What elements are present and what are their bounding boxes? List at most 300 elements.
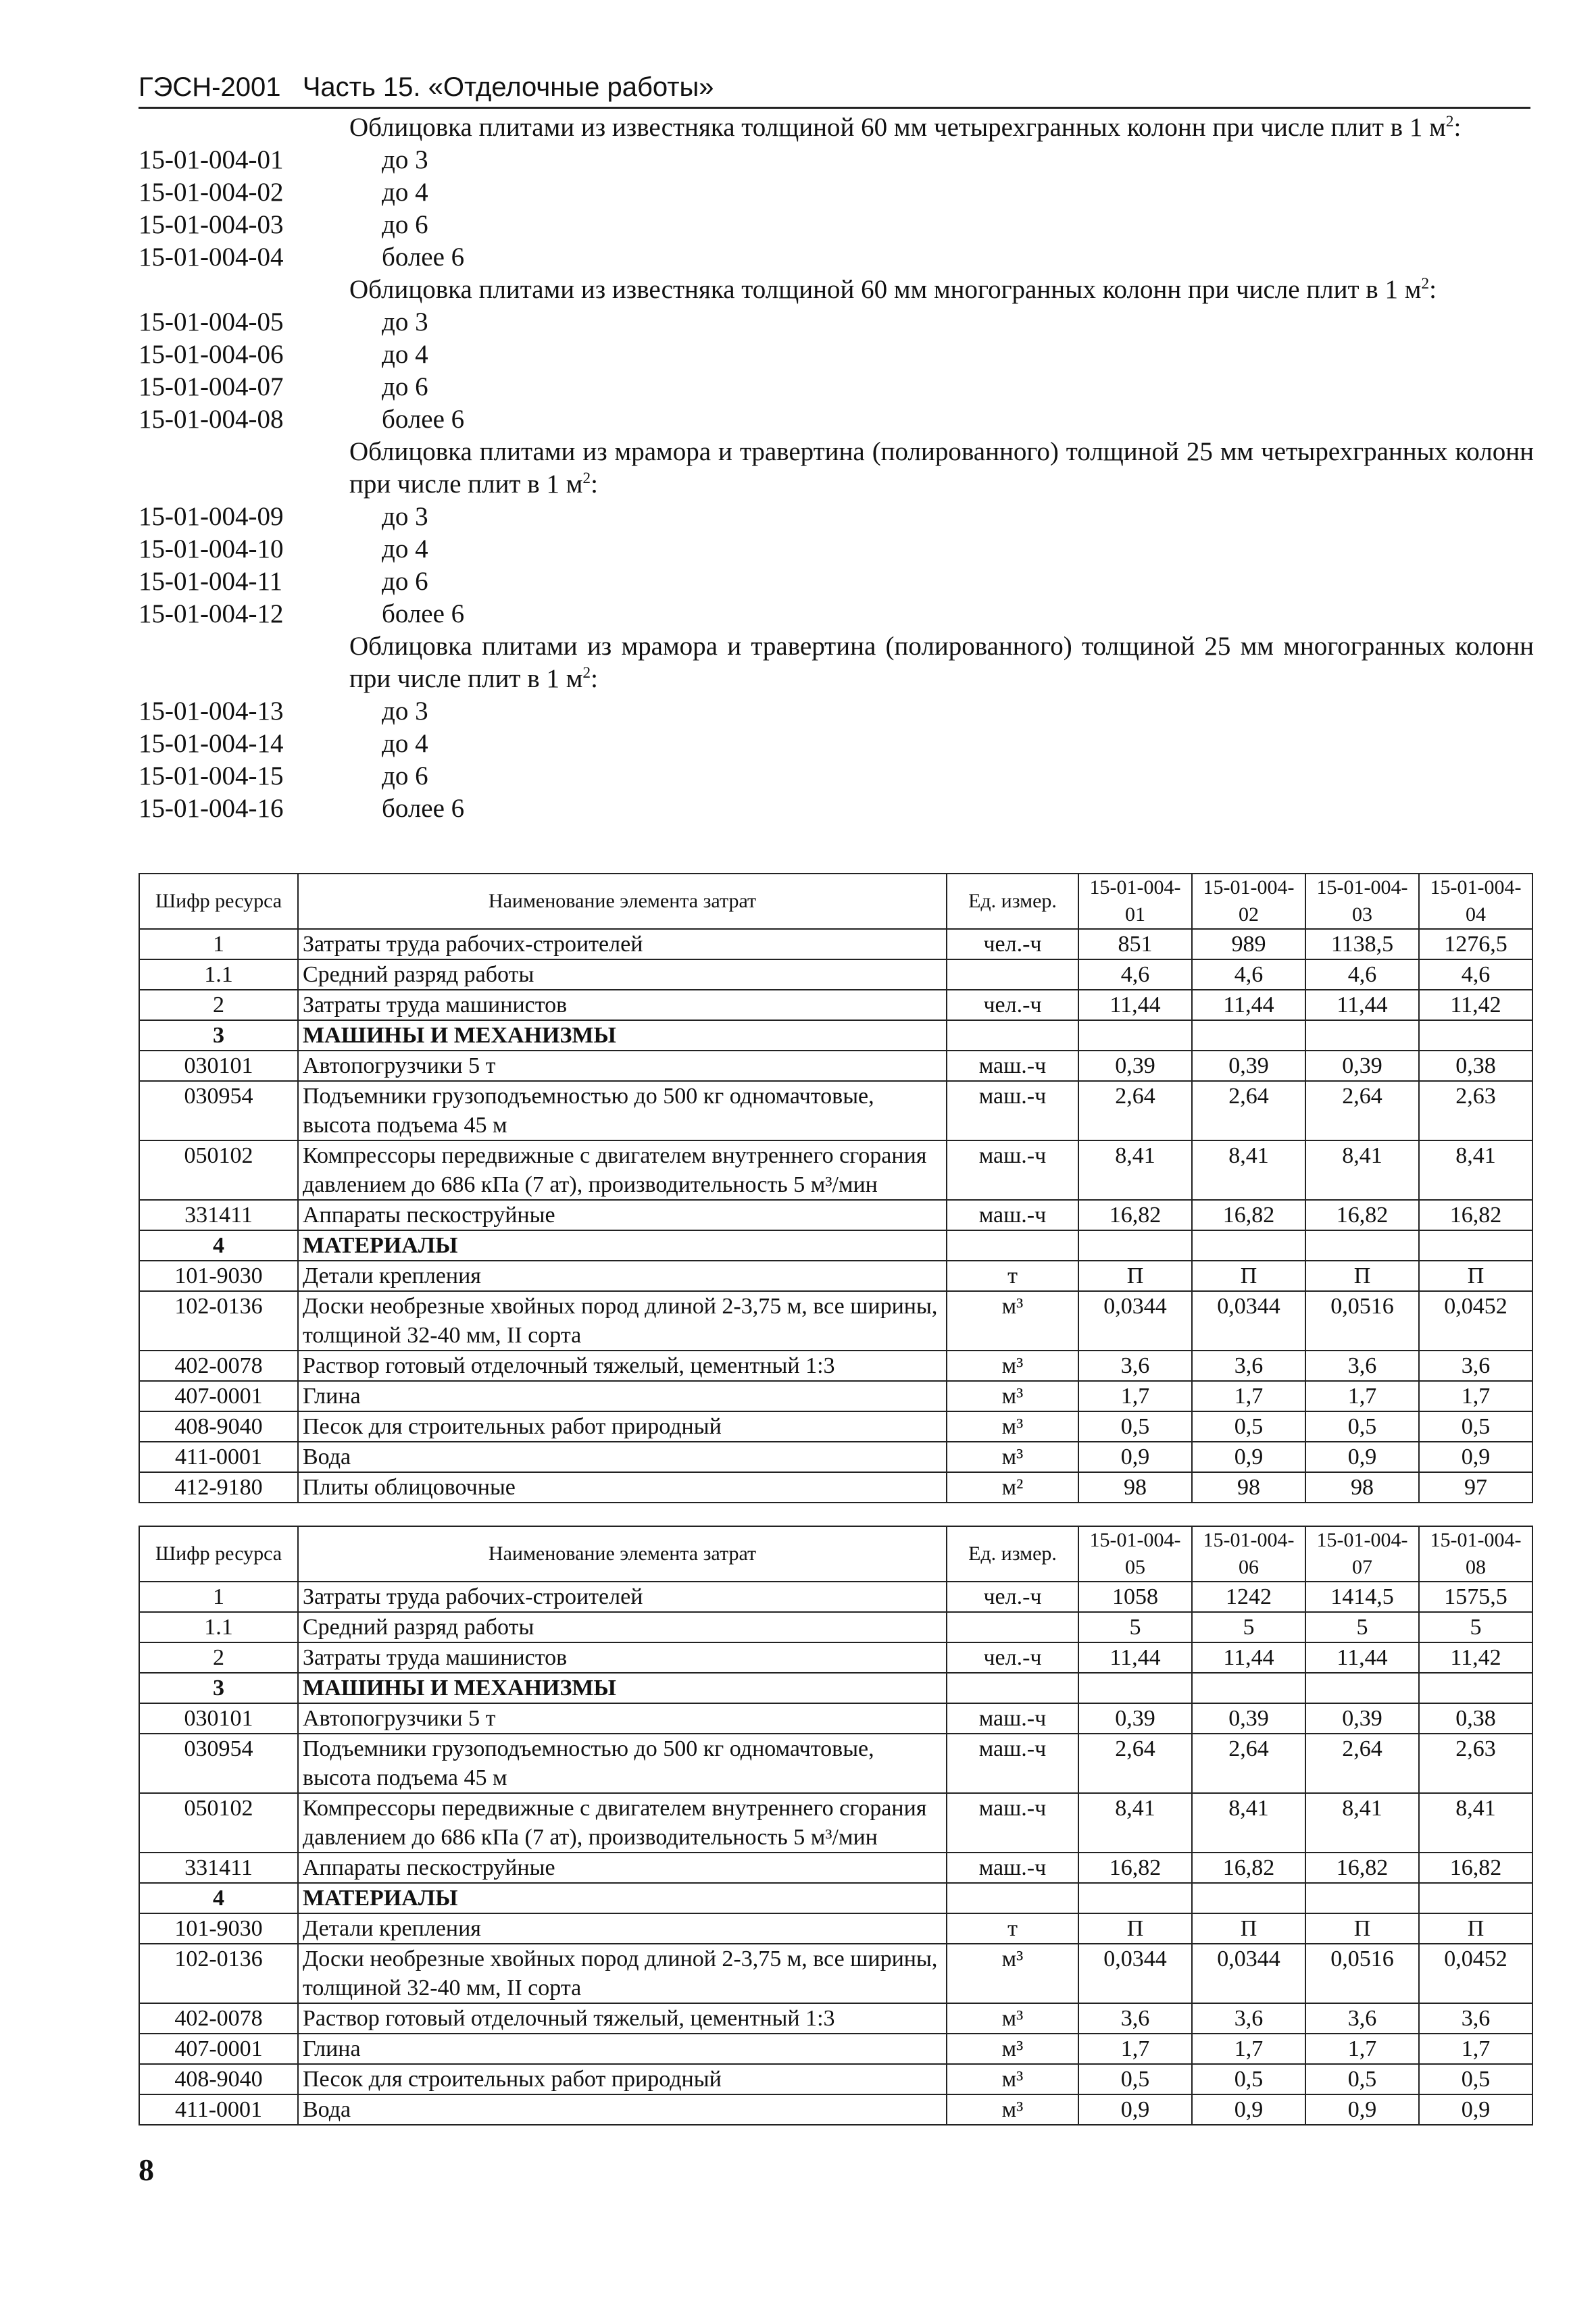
cell-norm-value: 1,7 — [1078, 2034, 1192, 2064]
cell-resource-code: 101-9030 — [139, 1913, 298, 1944]
cell-norm-value: 16,82 — [1419, 1853, 1532, 1883]
cell-norm-value: 1575,5 — [1419, 1582, 1532, 1612]
cell-resource-code: 3 — [139, 1020, 298, 1051]
norm-item — [139, 598, 1534, 630]
resources-table-2 — [139, 1526, 1533, 2126]
cell-unit — [947, 1020, 1078, 1051]
col-header-norm: 15-01-004-01 — [1078, 874, 1192, 929]
cell-norm-value: 0,5 — [1419, 2064, 1532, 2094]
col-header-norm: 15-01-004-02 — [1192, 874, 1305, 929]
cell-unit: т — [947, 1261, 1078, 1291]
col-header-name: Наименование элемента затрат — [298, 1526, 947, 1582]
table-row — [139, 1612, 1532, 1642]
table-row — [139, 1734, 1532, 1793]
norm-item — [139, 241, 1534, 274]
cell-norm-value: 8,41 — [1419, 1140, 1532, 1200]
table-row — [139, 1261, 1532, 1291]
norm-item — [139, 728, 1534, 760]
col-header-norm: 15-01-004-05 — [1078, 1526, 1192, 1582]
table-header-row — [139, 874, 1532, 929]
cell-resource-code: 2 — [139, 990, 298, 1020]
cell-resource-code: 402-0078 — [139, 2003, 298, 2034]
norm-value: более 6 — [382, 599, 465, 628]
col-header-code: Шифр ресурса — [139, 874, 298, 929]
norm-item — [139, 176, 1534, 209]
cell-norm-value: 2,63 — [1419, 1734, 1532, 1793]
cell-norm-value: 97 — [1419, 1472, 1532, 1503]
cell-norm-value — [1305, 1673, 1419, 1703]
cell-norm-value: 0,9 — [1192, 2094, 1305, 2125]
cell-norm-value: 2,64 — [1305, 1734, 1419, 1793]
cell-resource-code: 1.1 — [139, 959, 298, 990]
cell-norm-value: 1,7 — [1305, 2034, 1419, 2064]
table-section-row — [139, 1883, 1532, 1913]
cell-cost-element-name: Автопогрузчики 5 т — [298, 1703, 947, 1734]
cell-norm-value: 4,6 — [1305, 959, 1419, 990]
norm-code: 15-01-004-13 — [139, 697, 284, 726]
norm-code: 15-01-004-12 — [139, 599, 284, 628]
cell-cost-element-name: Вода — [298, 2094, 947, 2125]
cell-cost-element-name: Автопогрузчики 5 т — [298, 1051, 947, 1081]
table-row — [139, 1913, 1532, 1944]
col-header-unit: Ед. измер. — [947, 1526, 1078, 1582]
cell-unit — [947, 1673, 1078, 1703]
cell-cost-element-name: Глина — [298, 1381, 947, 1411]
cell-resource-code: 411-0001 — [139, 2094, 298, 2125]
table-row — [139, 929, 1532, 959]
cell-norm-value: 2,63 — [1419, 1081, 1532, 1140]
cell-norm-value: 11,44 — [1078, 1642, 1192, 1673]
cell-norm-value: 0,0452 — [1419, 1944, 1532, 2003]
norm-group-title-text: Облицовка плитами из мрамора и травертина (полированного) толщиной 25 мм четырехгранных колонн при числе плит в 1 м — [349, 437, 1534, 499]
norm-value: до 4 — [382, 534, 428, 563]
cell-cost-element-name: Подъемники грузоподъемностью до 500 кг одномачтовые, высота подъема 45 м — [298, 1081, 947, 1140]
cell-norm-value: 16,82 — [1305, 1853, 1419, 1883]
norm-item — [139, 306, 1534, 338]
cell-norm-value — [1305, 1883, 1419, 1913]
cell-cost-element-name: Вода — [298, 1442, 947, 1472]
cell-resource-code: 3 — [139, 1673, 298, 1703]
cell-cost-element-name: Плиты облицовочные — [298, 1472, 947, 1503]
page-number: 8 — [139, 2153, 154, 2187]
table-row — [139, 1472, 1532, 1503]
cell-unit: м³ — [947, 1381, 1078, 1411]
norm-code: 15-01-004-08 — [139, 405, 284, 434]
norm-value: до 4 — [382, 729, 428, 758]
norm-group-title-suffix: : — [1453, 113, 1462, 142]
cell-norm-value: 0,9 — [1192, 1442, 1305, 1472]
norm-group-title-suffix: : — [591, 664, 598, 693]
cell-norm-value: 11,44 — [1305, 1642, 1419, 1673]
cell-norm-value: 0,9 — [1305, 2094, 1419, 2125]
cell-norm-value — [1419, 1020, 1532, 1051]
cell-resource-code: 412-9180 — [139, 1472, 298, 1503]
cell-norm-value: 0,5 — [1078, 1411, 1192, 1442]
cell-norm-value: 5 — [1305, 1612, 1419, 1642]
cell-norm-value: П — [1078, 1261, 1192, 1291]
norm-value: более 6 — [382, 405, 465, 434]
cell-norm-value: 16,82 — [1078, 1200, 1192, 1230]
norm-code: 15-01-004-15 — [139, 761, 284, 790]
cell-unit: чел.-ч — [947, 990, 1078, 1020]
cell-norm-value: 1414,5 — [1305, 1582, 1419, 1612]
cell-unit: маш.-ч — [947, 1793, 1078, 1853]
cell-cost-element-name: Средний разряд работы — [298, 1612, 947, 1642]
cell-cost-element-name: Детали крепления — [298, 1261, 947, 1291]
table-row — [139, 2034, 1532, 2064]
cell-unit: чел.-ч — [947, 1642, 1078, 1673]
norm-item — [139, 793, 1534, 825]
norm-code: 15-01-004-07 — [139, 372, 284, 401]
norm-value: до 6 — [382, 761, 428, 790]
norm-value: до 3 — [382, 697, 428, 726]
cell-norm-value: 0,5 — [1419, 1411, 1532, 1442]
cell-norm-value: 8,41 — [1305, 1140, 1419, 1200]
cell-norm-value: 0,0344 — [1078, 1291, 1192, 1351]
cell-norm-value — [1078, 1673, 1192, 1703]
norm-value: до 4 — [382, 340, 428, 369]
table-row — [139, 1442, 1532, 1472]
cell-norm-value: 0,39 — [1305, 1703, 1419, 1734]
cell-resource-code: 050102 — [139, 1140, 298, 1200]
cell-norm-value: 1,7 — [1192, 2034, 1305, 2064]
cell-norm-value: 2,64 — [1305, 1081, 1419, 1140]
norm-code: 15-01-004-04 — [139, 243, 284, 272]
table-row — [139, 1381, 1532, 1411]
cell-norm-value: П — [1419, 1913, 1532, 1944]
cell-unit: м³ — [947, 1411, 1078, 1442]
cell-unit: маш.-ч — [947, 1200, 1078, 1230]
cell-unit: маш.-ч — [947, 1081, 1078, 1140]
table-row — [139, 1081, 1532, 1140]
cell-norm-value — [1192, 1673, 1305, 1703]
cell-norm-value — [1305, 1020, 1419, 1051]
cell-resource-code: 101-9030 — [139, 1261, 298, 1291]
cell-norm-value: 1,7 — [1078, 1381, 1192, 1411]
cell-cost-element-name: Детали крепления — [298, 1913, 947, 1944]
cell-unit: м² — [947, 1472, 1078, 1503]
cell-norm-value: 1138,5 — [1305, 929, 1419, 959]
norm-value: до 4 — [382, 178, 428, 207]
cell-norm-value: 4,6 — [1078, 959, 1192, 990]
norm-item — [139, 565, 1534, 598]
cell-unit — [947, 1230, 1078, 1261]
cell-norm-value: П — [1419, 1261, 1532, 1291]
cell-norm-value: 8,41 — [1192, 1793, 1305, 1853]
cell-norm-value: 2,64 — [1078, 1734, 1192, 1793]
cell-norm-value: 0,9 — [1078, 1442, 1192, 1472]
cell-norm-value — [1078, 1230, 1192, 1261]
cell-unit: чел.-ч — [947, 1582, 1078, 1612]
cell-norm-value: 3,6 — [1419, 2003, 1532, 2034]
norm-code: 15-01-004-14 — [139, 729, 284, 758]
col-header-name: Наименование элемента затрат — [298, 874, 947, 929]
cell-norm-value: 851 — [1078, 929, 1192, 959]
cell-norm-value: 0,0516 — [1305, 1291, 1419, 1351]
table-row — [139, 959, 1532, 990]
cell-norm-value — [1305, 1230, 1419, 1261]
cell-resource-code: 4 — [139, 1230, 298, 1261]
table-row — [139, 1051, 1532, 1081]
norm-code: 15-01-004-09 — [139, 502, 284, 531]
cell-norm-value: 1,7 — [1419, 1381, 1532, 1411]
cell-norm-value: 5 — [1078, 1612, 1192, 1642]
cell-unit — [947, 1612, 1078, 1642]
cell-unit: м³ — [947, 2094, 1078, 2125]
table-row — [139, 1140, 1532, 1200]
cell-norm-value: 8,41 — [1078, 1793, 1192, 1853]
cell-cost-element-name: Раствор готовый отделочный тяжелый, цементный 1:3 — [298, 1351, 947, 1381]
cell-norm-value: 0,0344 — [1078, 1944, 1192, 2003]
cell-norm-value: 1,7 — [1192, 1381, 1305, 1411]
cell-norm-value: 5 — [1419, 1612, 1532, 1642]
cell-norm-value: 0,0452 — [1419, 1291, 1532, 1351]
cell-resource-code: 1.1 — [139, 1612, 298, 1642]
norm-code: 15-01-004-11 — [139, 567, 283, 596]
cell-norm-value: 0,39 — [1078, 1703, 1192, 1734]
superscript-2: 2 — [582, 470, 591, 487]
norm-group-title-text: Облицовка плитами из известняка толщиной 60 мм многогранных колонн при числе плит в 1 м — [349, 275, 1422, 304]
norm-value: более 6 — [382, 243, 465, 272]
superscript-2: 2 — [1421, 275, 1430, 293]
norm-value: до 6 — [382, 372, 428, 401]
cell-norm-value: 3,6 — [1305, 1351, 1419, 1381]
cell-norm-value: 0,39 — [1192, 1051, 1305, 1081]
cell-norm-value: 0,9 — [1078, 2094, 1192, 2125]
cell-norm-value: 989 — [1192, 929, 1305, 959]
cell-norm-value: 0,38 — [1419, 1051, 1532, 1081]
cell-resource-code: 407-0001 — [139, 1381, 298, 1411]
cell-unit: м³ — [947, 1442, 1078, 1472]
cell-norm-value: 0,5 — [1192, 2064, 1305, 2094]
table-row — [139, 1291, 1532, 1351]
norm-group-title — [139, 111, 1534, 144]
cell-norm-value: 2,64 — [1192, 1081, 1305, 1140]
cell-cost-element-name: Затраты труда машинистов — [298, 1642, 947, 1673]
norm-value: более 6 — [382, 794, 465, 823]
norm-item — [139, 533, 1534, 565]
cell-unit: маш.-ч — [947, 1703, 1078, 1734]
cell-cost-element-name: Доски необрезные хвойных пород длиной 2-3,75 м, все ширины, толщиной 32-40 мм, II сорта — [298, 1291, 947, 1351]
cell-cost-element-name: Аппараты пескоструйные — [298, 1853, 947, 1883]
norm-group-title-text: Облицовка плитами из мрамора и травертина (полированного) толщиной 25 мм многогранных колонн при числе плит в 1 м — [349, 632, 1534, 693]
col-header-norm: 15-01-004-07 — [1305, 1526, 1419, 1582]
cell-cost-element-name: Средний разряд работы — [298, 959, 947, 990]
table-row — [139, 1351, 1532, 1381]
cell-norm-value: 11,42 — [1419, 1642, 1532, 1673]
table-row — [139, 2094, 1532, 2125]
cell-unit: т — [947, 1913, 1078, 1944]
running-header — [139, 68, 1530, 109]
cell-norm-value: 0,5 — [1078, 2064, 1192, 2094]
table-row — [139, 2064, 1532, 2094]
norm-item — [139, 371, 1534, 403]
cell-unit: маш.-ч — [947, 1051, 1078, 1081]
cell-cost-element-name: Затраты труда рабочих-строителей — [298, 929, 947, 959]
cell-norm-value: 0,9 — [1419, 1442, 1532, 1472]
norm-group-title — [139, 436, 1534, 501]
table-row — [139, 1853, 1532, 1883]
cell-cost-element-name: Глина — [298, 2034, 947, 2064]
norm-group-title — [139, 274, 1534, 306]
norm-code: 15-01-004-10 — [139, 534, 284, 563]
cell-norm-value: 11,44 — [1192, 1642, 1305, 1673]
norm-value: до 6 — [382, 567, 428, 596]
cell-cost-element-name: МАТЕРИАЛЫ — [298, 1883, 947, 1913]
cell-norm-value: 0,5 — [1192, 1411, 1305, 1442]
cell-norm-value: 11,42 — [1419, 990, 1532, 1020]
cell-cost-element-name: Подъемники грузоподъемностью до 500 кг одномачтовые, высота подъема 45 м — [298, 1734, 947, 1793]
norm-code: 15-01-004-16 — [139, 794, 284, 823]
cell-norm-value: 0,0516 — [1305, 1944, 1419, 2003]
norm-item — [139, 501, 1534, 533]
cell-cost-element-name: Компрессоры передвижные с двигателем внутреннего сгорания давлением до 686 кПа (7 ат), производительность 5 м³/мин — [298, 1793, 947, 1853]
col-header-norm: 15-01-004-04 — [1419, 874, 1532, 929]
norm-value: до 6 — [382, 210, 428, 239]
cell-norm-value: 11,44 — [1078, 990, 1192, 1020]
cell-resource-code: 408-9040 — [139, 2064, 298, 2094]
cell-norm-value: 0,39 — [1192, 1703, 1305, 1734]
cell-norm-value: 16,82 — [1078, 1853, 1192, 1883]
cell-norm-value: 0,0344 — [1192, 1291, 1305, 1351]
cell-norm-value: 1276,5 — [1419, 929, 1532, 959]
table-row — [139, 1944, 1532, 2003]
cell-norm-value: 1,7 — [1305, 1381, 1419, 1411]
cell-unit: м³ — [947, 2003, 1078, 2034]
cell-cost-element-name: Компрессоры передвижные с двигателем внутреннего сгорания давлением до 686 кПа (7 ат), производительность 5 м³/мин — [298, 1140, 947, 1200]
cell-resource-code: 030101 — [139, 1703, 298, 1734]
norm-value: до 3 — [382, 307, 428, 336]
cell-unit: м³ — [947, 1351, 1078, 1381]
cell-resource-code: 050102 — [139, 1793, 298, 1853]
norm-group-title-text: Облицовка плитами из известняка толщиной 60 мм четырехгранных колонн при числе плит в 1 м — [349, 113, 1446, 142]
cell-cost-element-name: Затраты труда машинистов — [298, 990, 947, 1020]
col-header-norm: 15-01-004-06 — [1192, 1526, 1305, 1582]
cell-norm-value — [1192, 1883, 1305, 1913]
cell-resource-code: 102-0136 — [139, 1944, 298, 2003]
cell-resource-code: 4 — [139, 1883, 298, 1913]
cell-resource-code: 030954 — [139, 1734, 298, 1793]
table-section-row — [139, 1230, 1532, 1261]
cell-cost-element-name: МАШИНЫ И МЕХАНИЗМЫ — [298, 1673, 947, 1703]
cell-norm-value: 0,5 — [1305, 1411, 1419, 1442]
cell-cost-element-name: Доски необрезные хвойных пород длиной 2-3,75 м, все ширины, толщиной 32-40 мм, II сорта — [298, 1944, 947, 2003]
col-header-norm: 15-01-004-03 — [1305, 874, 1419, 929]
table-row — [139, 1582, 1532, 1612]
superscript-2: 2 — [1445, 113, 1454, 130]
cell-norm-value: 1242 — [1192, 1582, 1305, 1612]
cell-norm-value: 0,0344 — [1192, 1944, 1305, 2003]
norm-code: 15-01-004-05 — [139, 307, 284, 336]
cell-norm-value: 5 — [1192, 1612, 1305, 1642]
table-section-row — [139, 1673, 1532, 1703]
cell-norm-value — [1192, 1020, 1305, 1051]
norm-item — [139, 144, 1534, 176]
cell-norm-value — [1419, 1883, 1532, 1913]
cell-cost-element-name: МАШИНЫ И МЕХАНИЗМЫ — [298, 1020, 947, 1051]
cell-resource-code: 402-0078 — [139, 1351, 298, 1381]
header-part-title: Часть 15. «Отделочные работы» — [302, 72, 714, 102]
cell-norm-value: П — [1078, 1913, 1192, 1944]
norm-item — [139, 403, 1534, 436]
cell-norm-value: 16,82 — [1419, 1200, 1532, 1230]
cell-norm-value — [1078, 1020, 1192, 1051]
cell-unit: м³ — [947, 2034, 1078, 2064]
cell-norm-value: 11,44 — [1192, 990, 1305, 1020]
cell-norm-value: 8,41 — [1305, 1793, 1419, 1853]
cell-resource-code: 1 — [139, 929, 298, 959]
norm-code: 15-01-004-01 — [139, 145, 284, 174]
col-header-code: Шифр ресурса — [139, 1526, 298, 1582]
table-row — [139, 1411, 1532, 1442]
cell-cost-element-name: МАТЕРИАЛЫ — [298, 1230, 947, 1261]
cell-unit: маш.-ч — [947, 1734, 1078, 1793]
cell-norm-value: 4,6 — [1192, 959, 1305, 990]
cell-resource-code: 331411 — [139, 1853, 298, 1883]
cell-norm-value: 98 — [1192, 1472, 1305, 1503]
norm-code: 15-01-004-06 — [139, 340, 284, 369]
cell-norm-value: 3,6 — [1419, 1351, 1532, 1381]
norm-item — [139, 338, 1534, 371]
cell-norm-value: 3,6 — [1192, 2003, 1305, 2034]
cell-norm-value: 4,6 — [1419, 959, 1532, 990]
cell-norm-value: 3,6 — [1078, 1351, 1192, 1381]
cell-norm-value: 0,5 — [1305, 2064, 1419, 2094]
cell-norm-value: 8,41 — [1419, 1793, 1532, 1853]
cell-norm-value: 3,6 — [1192, 1351, 1305, 1381]
cell-cost-element-name: Песок для строительных работ природный — [298, 1411, 947, 1442]
cell-norm-value — [1192, 1230, 1305, 1261]
col-header-norm: 15-01-004-08 — [1419, 1526, 1532, 1582]
cell-resource-code: 407-0001 — [139, 2034, 298, 2064]
norm-group-title-suffix: : — [591, 470, 598, 499]
cell-norm-value: 0,9 — [1419, 2094, 1532, 2125]
cell-resource-code: 2 — [139, 1642, 298, 1673]
norm-item — [139, 760, 1534, 793]
cell-unit: м³ — [947, 1944, 1078, 2003]
cell-norm-value: 0,39 — [1305, 1051, 1419, 1081]
norm-group-title-suffix: : — [1429, 275, 1437, 304]
cell-norm-value: П — [1305, 1261, 1419, 1291]
norm-item — [139, 209, 1534, 241]
resources-table-1 — [139, 873, 1533, 1503]
cell-norm-value — [1078, 1883, 1192, 1913]
cell-norm-value: 8,41 — [1078, 1140, 1192, 1200]
norm-code: 15-01-004-03 — [139, 210, 284, 239]
cell-norm-value: П — [1192, 1261, 1305, 1291]
table-row — [139, 1200, 1532, 1230]
cell-unit: м³ — [947, 1291, 1078, 1351]
cell-norm-value — [1419, 1673, 1532, 1703]
cell-cost-element-name: Раствор готовый отделочный тяжелый, цементный 1:3 — [298, 2003, 947, 2034]
cell-norm-value: 3,6 — [1078, 2003, 1192, 2034]
cell-norm-value: 98 — [1305, 1472, 1419, 1503]
header-doc-code: ГЭСН-2001 — [139, 72, 281, 102]
table-row — [139, 1703, 1532, 1734]
cell-norm-value: 11,44 — [1305, 990, 1419, 1020]
cell-norm-value: П — [1192, 1913, 1305, 1944]
table-row — [139, 990, 1532, 1020]
cell-resource-code: 331411 — [139, 1200, 298, 1230]
cell-norm-value: 2,64 — [1078, 1081, 1192, 1140]
table-section-row — [139, 1020, 1532, 1051]
table-row — [139, 1642, 1532, 1673]
cell-unit — [947, 959, 1078, 990]
norm-value: до 3 — [382, 502, 428, 531]
cell-norm-value: 1,7 — [1419, 2034, 1532, 2064]
cell-norm-value: 0,38 — [1419, 1703, 1532, 1734]
cell-norm-value: П — [1305, 1913, 1419, 1944]
